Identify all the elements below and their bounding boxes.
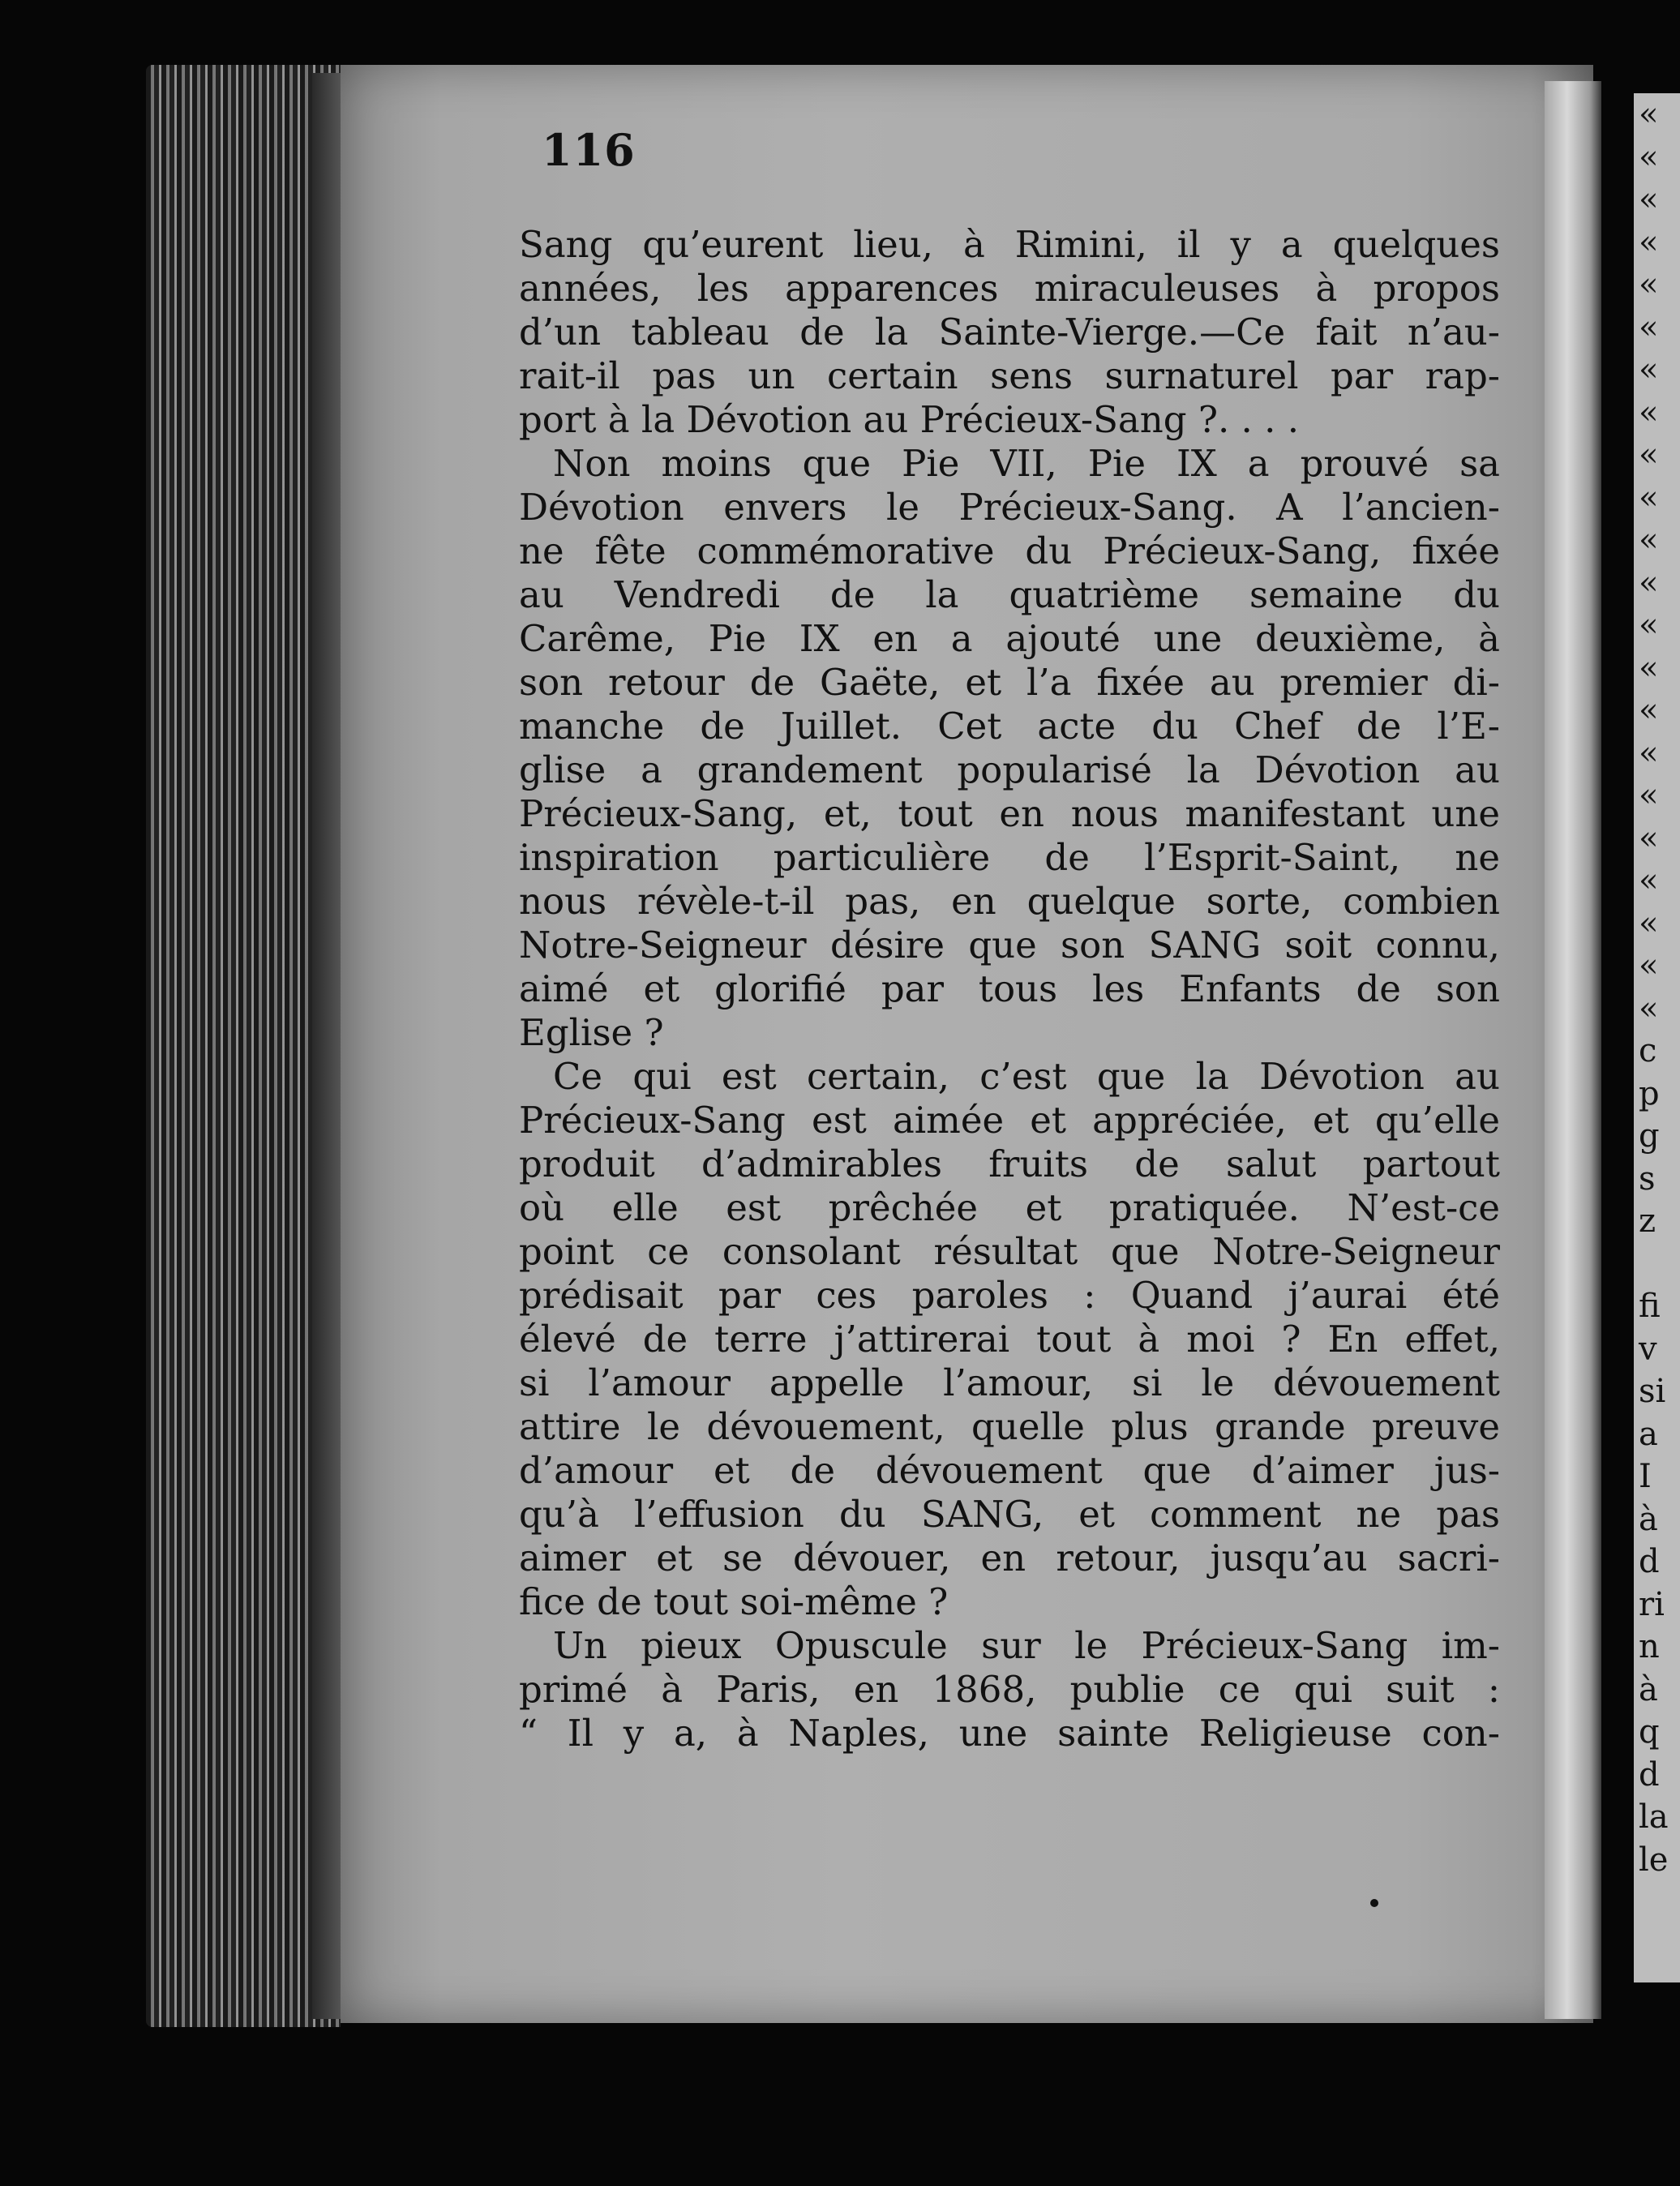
facing-text-fragment: c — [1639, 1032, 1657, 1069]
facing-text-fragment: « — [1639, 478, 1659, 516]
facing-text-fragment: q — [1639, 1713, 1660, 1751]
facing-text-fragment: si — [1639, 1373, 1666, 1410]
facing-text-fragment: v — [1639, 1330, 1657, 1368]
facing-text-fragment: la — [1639, 1798, 1669, 1836]
text-line: nous révèle-t-il pas, en quelque sorte, combien — [519, 880, 1500, 923]
text-line: années, les apparences miraculeuses à propos — [519, 267, 1500, 310]
text-line: prédisait par ces paroles : Quand j’aurai été — [519, 1274, 1500, 1317]
facing-text-fragment: « — [1639, 777, 1659, 814]
text-line: Non moins que Pie VII, Pie IX a prouvé sa — [553, 442, 1500, 485]
facing-text-fragment: « — [1639, 266, 1659, 303]
facing-text-fragment: d — [1639, 1755, 1660, 1794]
facing-text-fragment: « — [1639, 96, 1659, 133]
text-line: glise a grandement popularisé la Dévotion au — [519, 748, 1500, 791]
text-line: Eglise ? — [519, 1011, 664, 1054]
gutter-shadow — [312, 73, 345, 2019]
facing-text-fragment: « — [1639, 862, 1659, 899]
book-page-edges — [146, 65, 341, 2027]
facing-text-fragment: fi — [1639, 1288, 1661, 1325]
facing-text-fragment: « — [1639, 649, 1659, 687]
facing-text-fragment: ri — [1639, 1585, 1665, 1623]
text-line: fice de tout soi-même ? — [519, 1580, 949, 1623]
facing-text-fragment: « — [1639, 521, 1659, 559]
facing-text-fragment: z — [1639, 1202, 1656, 1240]
text-line: Sang qu’eurent lieu, à Rimini, il y a quelques — [519, 223, 1500, 266]
facing-page-fragment — [1634, 93, 1680, 1982]
text-line: attire le dévouement, quelle plus grande preuve — [519, 1405, 1500, 1448]
text-line: “ Il y a, à Naples, une sainte Religieuse con- — [519, 1712, 1500, 1755]
text-line: si l’amour appelle l’amour, si le dévouement — [519, 1361, 1500, 1404]
text-line: Ce qui est certain, c’est que la Dévotion au — [553, 1055, 1500, 1098]
facing-text-fragment: le — [1639, 1841, 1669, 1879]
text-line: Notre-Seigneur désire que son SANG soit connu, — [519, 924, 1500, 967]
facing-text-fragment: à — [1639, 1670, 1658, 1708]
facing-text-fragment — [1634, 1243, 1680, 1286]
text-line: Carême, Pie IX en a ajouté une deuxième, à — [519, 617, 1500, 660]
text-line: où elle est prêchée et pratiquée. N’est-ce — [519, 1186, 1500, 1229]
text-line: Précieux-Sang est aimée et appréciée, et qu’elle — [519, 1099, 1500, 1142]
facing-text-fragment: « — [1639, 308, 1659, 346]
body-text — [519, 223, 1500, 1755]
text-line: son retour de Gaëte, et l’a fixée au premier di- — [519, 661, 1500, 704]
facing-text-fragment: à — [1639, 1500, 1658, 1538]
text-line: point ce consolant résultat que Notre-Seigneur — [519, 1230, 1500, 1273]
text-line: inspiration particulière de l’Esprit-Saint, ne — [519, 836, 1500, 879]
facing-text-fragment: « — [1639, 989, 1659, 1027]
text-line: aimé et glorifié par tous les Enfants de son — [519, 967, 1500, 1010]
facing-text-fragment: « — [1639, 819, 1659, 857]
text-line: manche de Juillet. Cet acte du Chef de l’E- — [519, 705, 1500, 748]
facing-text-fragment: « — [1639, 607, 1659, 644]
facing-text-fragment: « — [1639, 947, 1659, 984]
text-line: aimer et se dévouer, en retour, jusqu’au sacri- — [519, 1537, 1500, 1579]
text-line: produit d’admirables fruits de salut partout — [519, 1142, 1500, 1185]
text-line: ne fête commémorative du Précieux-Sang, fixée — [519, 529, 1500, 572]
facing-text-fragment: « — [1639, 904, 1659, 942]
text-line: d’amour et de dévouement que d’aimer jus- — [519, 1449, 1500, 1492]
facing-text-fragment: « — [1639, 393, 1659, 431]
facing-text-fragment: n — [1639, 1628, 1660, 1665]
text-line: primé à Paris, en 1868, publie ce qui suit : — [519, 1668, 1500, 1711]
page-text-block — [519, 126, 1500, 1755]
page-number: 116 — [542, 124, 636, 176]
facing-text-fragment: I — [1639, 1458, 1652, 1495]
text-line: au Vendredi de la quatrième semaine du — [519, 573, 1500, 616]
page-fold-edge — [1545, 81, 1601, 2019]
text-line: Un pieux Opuscule sur le Précieux-Sang im- — [553, 1624, 1500, 1667]
facing-text-fragment: « — [1639, 564, 1659, 602]
text-line: port à la Dévotion au Précieux-Sang ?. . . . — [519, 398, 1300, 441]
facing-text-fragment: « — [1639, 692, 1659, 729]
text-line: élevé de terre j’attirerai tout à moi ? En effet, — [519, 1318, 1500, 1361]
facing-text-fragment: g — [1639, 1117, 1660, 1155]
facing-text-fragment: s — [1639, 1159, 1656, 1198]
facing-text-fragment: « — [1639, 181, 1659, 218]
printer-mark — [1370, 1899, 1378, 1907]
facing-text-fragment: a — [1639, 1415, 1658, 1453]
text-line: qu’à l’effusion du SANG, et comment ne pas — [519, 1493, 1500, 1536]
facing-text-fragment: « — [1639, 351, 1659, 388]
text-line: Dévotion envers le Précieux-Sang. A l’ancien- — [519, 486, 1500, 529]
facing-text-fragment: d — [1639, 1543, 1660, 1580]
facing-text-fragment: p — [1639, 1074, 1660, 1112]
facing-text-fragment: « — [1639, 223, 1659, 261]
text-line: rait-il pas un certain sens surnaturel par rap- — [519, 354, 1500, 397]
facing-text-fragment: « — [1639, 734, 1659, 772]
text-line: Précieux-Sang, et, tout en nous manifestant une — [519, 792, 1500, 835]
facing-text-fragment: « — [1639, 138, 1659, 176]
facing-text-fragment: « — [1639, 436, 1659, 474]
text-line: d’un tableau de la Sainte-Vierge.—Ce fait n’au- — [519, 311, 1500, 354]
